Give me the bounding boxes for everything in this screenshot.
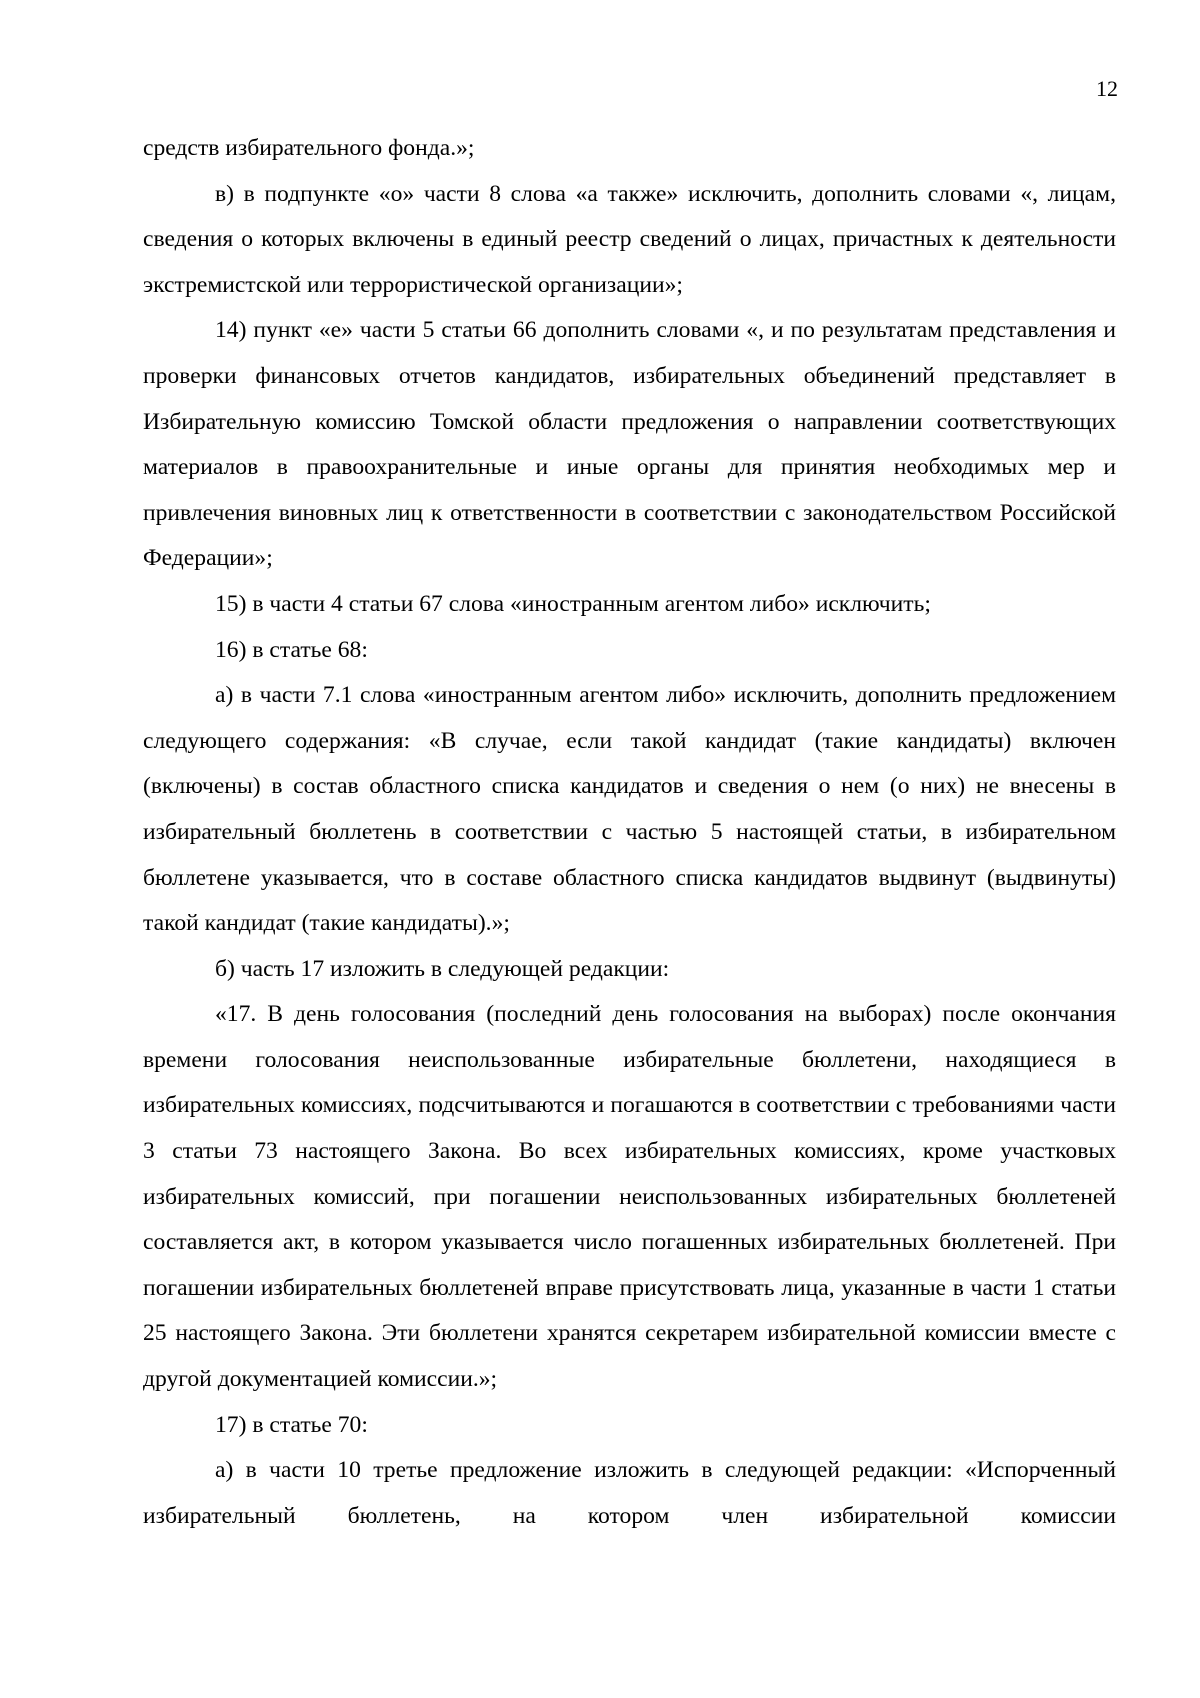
paragraph: средств избирательного фонда.»; [143,135,475,161]
paragraph: в) в подпункте «о» части 8 слова «а также» исключить, дополнить словами «, лицам, сведения о которых включены в единый реестр сведений о лицах, причастных к деятельности экстремистской или террористической организации»; [143,180,1116,298]
paragraph: 14) пункт «е» части 5 статьи 66 дополнить словами «, и по результатам представления и проверки финансовых отчетов кандидатов, избирательных объединений представляет в Избирательную комиссию Томской области предложения о направлении соответствующих материалов в правоохранительные и иные органы для принятия необходимых мер и привлечения виновных лиц к ответственности в соответствии с законодательством Российской Федерации»; [143,317,1116,572]
page-number: 12 [1096,76,1118,101]
document-body [143,126,1116,1539]
paragraph: а) в части 10 третье предложение изложить в следующей редакции: «Испорченный избирательный бюллетень, на котором член избирательной комиссии [143,1457,1116,1529]
paragraph: 17) в статье 70: [215,1411,368,1438]
paragraph: а) в части 7.1 слова «иностранным агентом либо» исключить, дополнить предложением следующего содержания: «В случае, если такой кандидат (такие кандидаты) включен (включены) в состав областного списка кандидатов и сведения о нем (о них) не внесены в избирательный бюллетень в соответствии с частью 5 настоящей статьи, в избирательном бюллетене указывается, что в составе областного списка кандидатов выдвинут (выдвинуты) такой кандидат (такие кандидаты).»; [143,682,1116,937]
paragraph: б) часть 17 изложить в следующей редакции: [215,955,670,982]
paragraph: «17. В день голосования (последний день голосования на выборах) после окончания времени голосования неиспользованные избирательные бюллетени, находящиеся в избирательных комиссиях, подсчитываются и погашаются в соответствии с требованиями части 3 статьи 73 настоящего Закона. Во всех избирательных комиссиях, кроме участковых избирательных комиссий, при погашении неиспользованных избирательных бюллетеней составляется акт, в котором указывается число погашенных избирательных бюллетеней. При погашении избирательных бюллетеней вправе присутствовать лица, указанные в части 1 статьи 25 настоящего Закона. Эти бюллетени хранятся секретарем избирательной комиссии вместе с другой документацией комиссии.»; [143,1001,1116,1393]
paragraph: 15) в части 4 статьи 67 слова «иностранным агентом либо» исключить; [215,590,931,617]
paragraph: 16) в статье 68: [215,636,368,663]
